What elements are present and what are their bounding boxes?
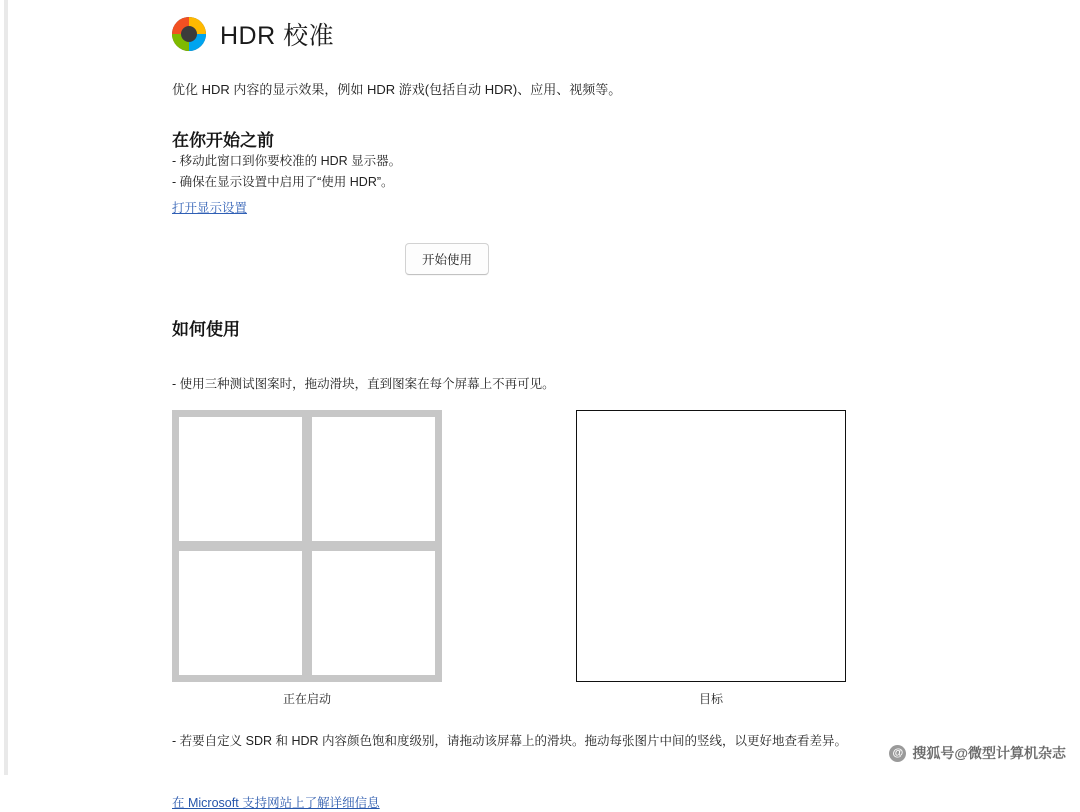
start-button-row bbox=[172, 243, 1052, 275]
sample-starting bbox=[172, 410, 442, 707]
how-to-use-instruction: - 使用三种测试图案时，拖动滑块，直到图案在每个屏幕上不再可见。 bbox=[172, 377, 555, 392]
before-you-begin-title: 在你开始之前 bbox=[172, 130, 274, 150]
pattern-cell bbox=[179, 417, 302, 541]
watermark-badge-icon: @ bbox=[889, 745, 906, 762]
page-title: HDR 校准 bbox=[220, 22, 335, 50]
pattern-cell bbox=[312, 417, 435, 541]
how-to-use-footnote: - 若要自定义 SDR 和 HDR 内容颜色饱和度级别，请拖动该屏幕上的滑块。拖动每张图片中间的竖线，以更好地查看差异。 bbox=[172, 734, 848, 749]
sample-target bbox=[576, 410, 846, 707]
learn-more-link[interactable]: 在 Microsoft 支持网站上了解详细信息 bbox=[172, 796, 380, 811]
hdr-app-icon bbox=[172, 17, 206, 51]
target-pattern-image bbox=[576, 410, 846, 682]
sample-images bbox=[172, 410, 1052, 707]
before-you-begin-bullet-2: - 确保在显示设置中启用了“使用 HDR”。 bbox=[172, 175, 394, 190]
how-to-use-title: 如何使用 bbox=[172, 320, 240, 340]
get-started-button[interactable]: 开始使用 bbox=[405, 243, 489, 275]
before-you-begin-bullet-1: - 移动此窗口到你要校准的 HDR 显示器。 bbox=[172, 153, 402, 168]
target-caption: 目标 bbox=[698, 692, 723, 707]
open-display-settings-link[interactable]: 打开显示设置 bbox=[172, 201, 248, 216]
main-content bbox=[172, 0, 1052, 812]
pattern-cell bbox=[312, 551, 435, 675]
app-header bbox=[172, 16, 1052, 52]
starting-caption: 正在启动 bbox=[282, 692, 331, 707]
window-edge-strip-inner bbox=[8, 0, 12, 775]
pattern-cell bbox=[179, 551, 302, 675]
intro-text: 优化 HDR 内容的显示效果，例如 HDR 游戏(包括自动 HDR)、应用、视频等。 bbox=[172, 82, 622, 97]
watermark-text: 搜狐号@微型计算机杂志 bbox=[912, 745, 1066, 761]
watermark bbox=[889, 743, 1066, 763]
starting-pattern-image bbox=[172, 410, 442, 682]
